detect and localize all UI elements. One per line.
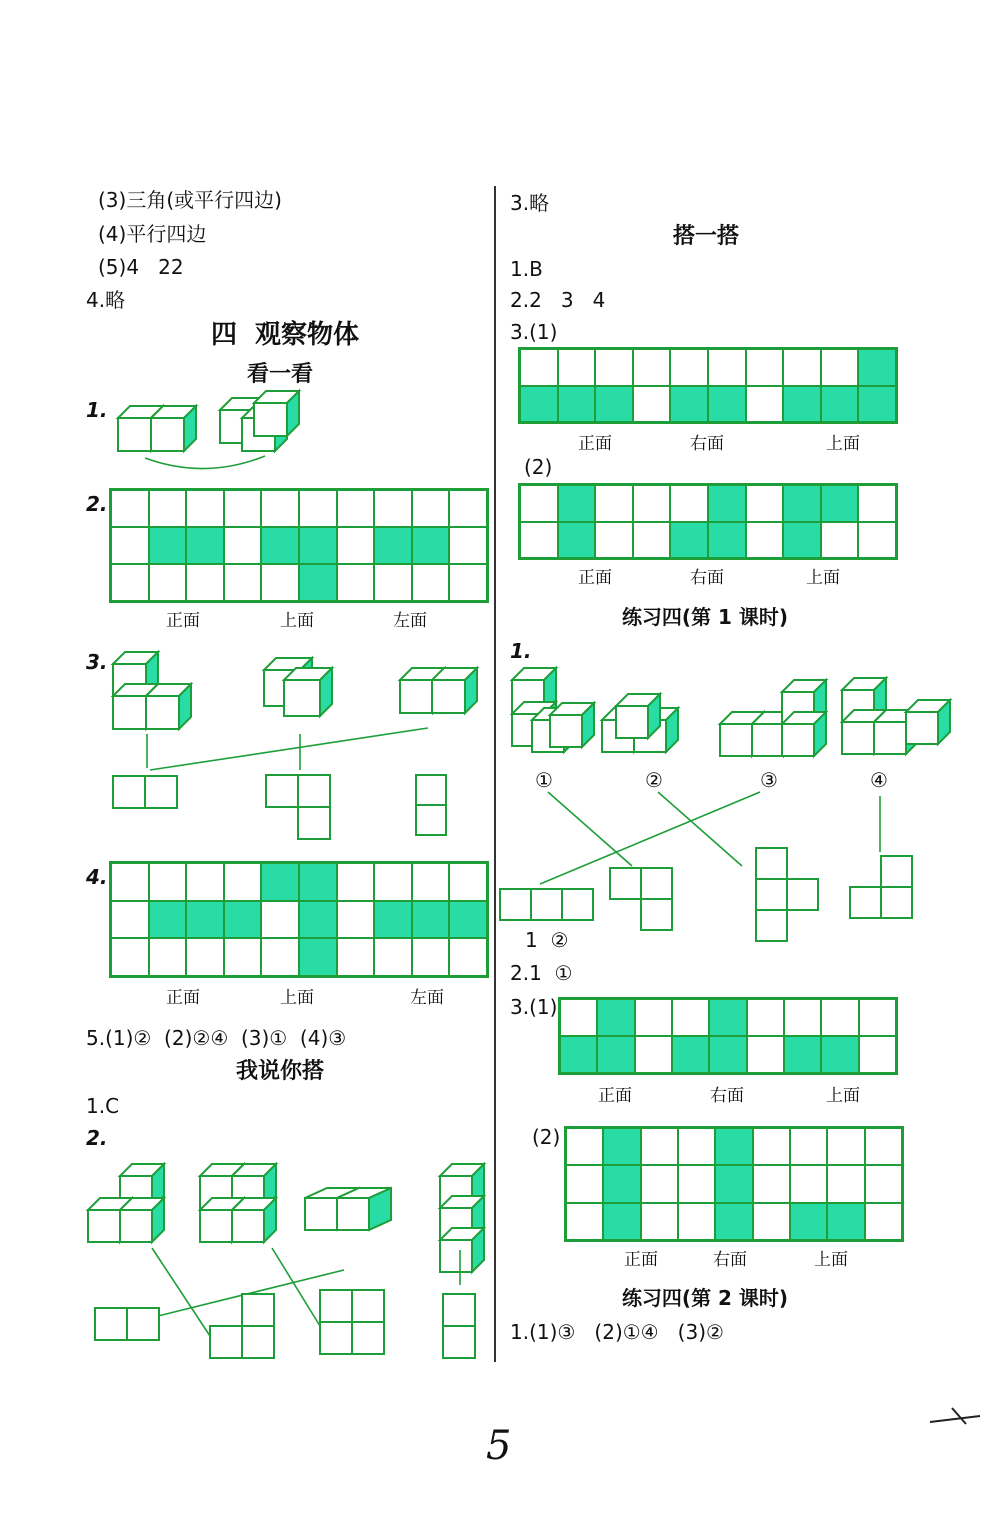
view-square bbox=[266, 775, 298, 807]
cube-front bbox=[120, 1210, 152, 1242]
ex1-q3-1-label: 3.(1) bbox=[510, 995, 558, 1019]
view-square bbox=[562, 889, 593, 920]
ex1-q3-2-label: (2) bbox=[532, 1125, 561, 1149]
build-q3-1-label: 3.(1) bbox=[510, 320, 558, 344]
view-square bbox=[416, 775, 446, 805]
view-label-top: 上面 bbox=[826, 1086, 860, 1106]
view-square bbox=[756, 879, 787, 910]
cube-front bbox=[874, 722, 906, 754]
view-square bbox=[145, 776, 177, 808]
question-3-answer: 3.略 bbox=[510, 191, 550, 215]
view-square bbox=[416, 805, 446, 835]
view-label-top: 上面 bbox=[806, 568, 840, 588]
view-square bbox=[113, 776, 145, 808]
view-square bbox=[320, 1322, 352, 1354]
view-square bbox=[242, 1294, 274, 1326]
view-square bbox=[352, 1290, 384, 1322]
view-square bbox=[641, 899, 672, 930]
cube-front bbox=[400, 680, 433, 713]
view-label-front: 正面 bbox=[624, 1250, 658, 1270]
cube-front bbox=[440, 1240, 472, 1272]
view-square bbox=[850, 887, 881, 918]
cube-front bbox=[113, 696, 146, 729]
circle-number-2: ② bbox=[645, 768, 663, 792]
q3-label: 3. bbox=[86, 650, 108, 674]
connector-curve bbox=[145, 456, 265, 469]
view-square bbox=[95, 1308, 127, 1340]
connector-line bbox=[150, 728, 428, 770]
cube-front bbox=[305, 1198, 337, 1230]
view-square bbox=[881, 856, 912, 887]
build-q1-answer: 1.B bbox=[510, 257, 543, 281]
q1-label: 1. bbox=[86, 398, 108, 422]
s2-q2-label: 2. bbox=[86, 1126, 108, 1150]
view-label-front: 正面 bbox=[166, 988, 200, 1008]
cube-front bbox=[146, 696, 179, 729]
view-label-front: 正面 bbox=[166, 611, 200, 631]
view-label-right: 右面 bbox=[713, 1250, 747, 1270]
view-square bbox=[210, 1326, 242, 1358]
connector-line bbox=[272, 1248, 320, 1326]
view-square bbox=[352, 1322, 384, 1354]
view-square bbox=[881, 887, 912, 918]
cube-front bbox=[254, 403, 287, 436]
view-label-front: 正面 bbox=[578, 434, 612, 454]
answer-5: (5)4 22 bbox=[98, 255, 184, 279]
circle-number-1: ① bbox=[535, 768, 553, 792]
cube-front bbox=[616, 706, 648, 738]
view-square bbox=[443, 1294, 475, 1326]
question-5-answer: 5.(1)② (2)②④ (3)① (4)③ bbox=[86, 1026, 347, 1050]
s2-question-1-answer: 1.C bbox=[86, 1094, 120, 1118]
view-square bbox=[610, 868, 641, 899]
section-title-look: 看一看 bbox=[246, 362, 313, 387]
ex1-answer: 1 ② bbox=[525, 928, 569, 952]
ex1-q1-label: 1. bbox=[510, 639, 532, 663]
answer-4: (4)平行四边 bbox=[98, 222, 207, 246]
cube-front bbox=[550, 715, 582, 747]
section-title-build: 搭一搭 bbox=[672, 224, 739, 249]
cube-front bbox=[906, 712, 938, 744]
view-square bbox=[242, 1326, 274, 1358]
view-square bbox=[531, 889, 562, 920]
view-label-left: 左面 bbox=[410, 988, 444, 1008]
cube-front bbox=[782, 724, 814, 756]
question-4-answer: 4.略 bbox=[86, 288, 126, 312]
exercise-4-lesson-2-title: 练习四(第 2 课时) bbox=[621, 1286, 789, 1310]
view-label-top: 上面 bbox=[280, 611, 314, 631]
answer-3: (3)三角(或平行四边) bbox=[98, 188, 282, 212]
circle-number-4: ④ bbox=[870, 768, 888, 792]
view-square bbox=[500, 889, 531, 920]
q2-label: 2. bbox=[86, 492, 108, 516]
connector-line bbox=[548, 792, 632, 866]
view-square bbox=[127, 1308, 159, 1340]
view-label-right: 右面 bbox=[710, 1086, 744, 1106]
unit-title: 四 观察物体 bbox=[210, 320, 360, 350]
view-square bbox=[641, 868, 672, 899]
view-square bbox=[756, 910, 787, 941]
exercise-4-lesson-1-title: 练习四(第 1 课时) bbox=[621, 605, 789, 629]
build-q2-answer: 2.2 3 4 bbox=[510, 288, 606, 312]
view-square bbox=[756, 848, 787, 879]
view-label-top: 上面 bbox=[826, 434, 860, 454]
corner-mark bbox=[930, 1408, 980, 1424]
view-square bbox=[320, 1290, 352, 1322]
section-title-i-say-you-build: 我说你搭 bbox=[235, 1059, 324, 1084]
view-label-right: 右面 bbox=[690, 434, 724, 454]
cube-front bbox=[200, 1210, 232, 1242]
view-square bbox=[298, 775, 330, 807]
view-square bbox=[443, 1326, 475, 1358]
view-square bbox=[298, 807, 330, 839]
view-label-front: 正面 bbox=[598, 1086, 632, 1106]
view-label-right: 右面 bbox=[690, 568, 724, 588]
cube-front bbox=[284, 680, 320, 716]
cube-front bbox=[720, 724, 752, 756]
cube-front bbox=[118, 418, 151, 451]
circle-number-3: ③ bbox=[760, 768, 778, 792]
cube-front bbox=[432, 680, 465, 713]
ex2-q1-answer: 1.(1)③ (2)①④ (3)② bbox=[510, 1320, 724, 1344]
build-q3-2-label: (2) bbox=[524, 455, 553, 479]
view-label-front: 正面 bbox=[578, 568, 612, 588]
connector-line bbox=[152, 1248, 210, 1336]
q4b-label: 4. bbox=[86, 865, 108, 889]
ex1-q2-answer: 2.1 ① bbox=[510, 961, 573, 985]
cube-front bbox=[151, 418, 184, 451]
cube-front bbox=[842, 722, 874, 754]
view-square bbox=[787, 879, 818, 910]
cube-front bbox=[88, 1210, 120, 1242]
cube-front bbox=[337, 1198, 369, 1230]
view-label-left: 左面 bbox=[393, 611, 427, 631]
view-label-top: 上面 bbox=[280, 988, 314, 1008]
page-number: 5 bbox=[486, 1423, 512, 1469]
view-label-top: 上面 bbox=[814, 1250, 848, 1270]
cube-front bbox=[232, 1210, 264, 1242]
cube-front bbox=[752, 724, 784, 756]
